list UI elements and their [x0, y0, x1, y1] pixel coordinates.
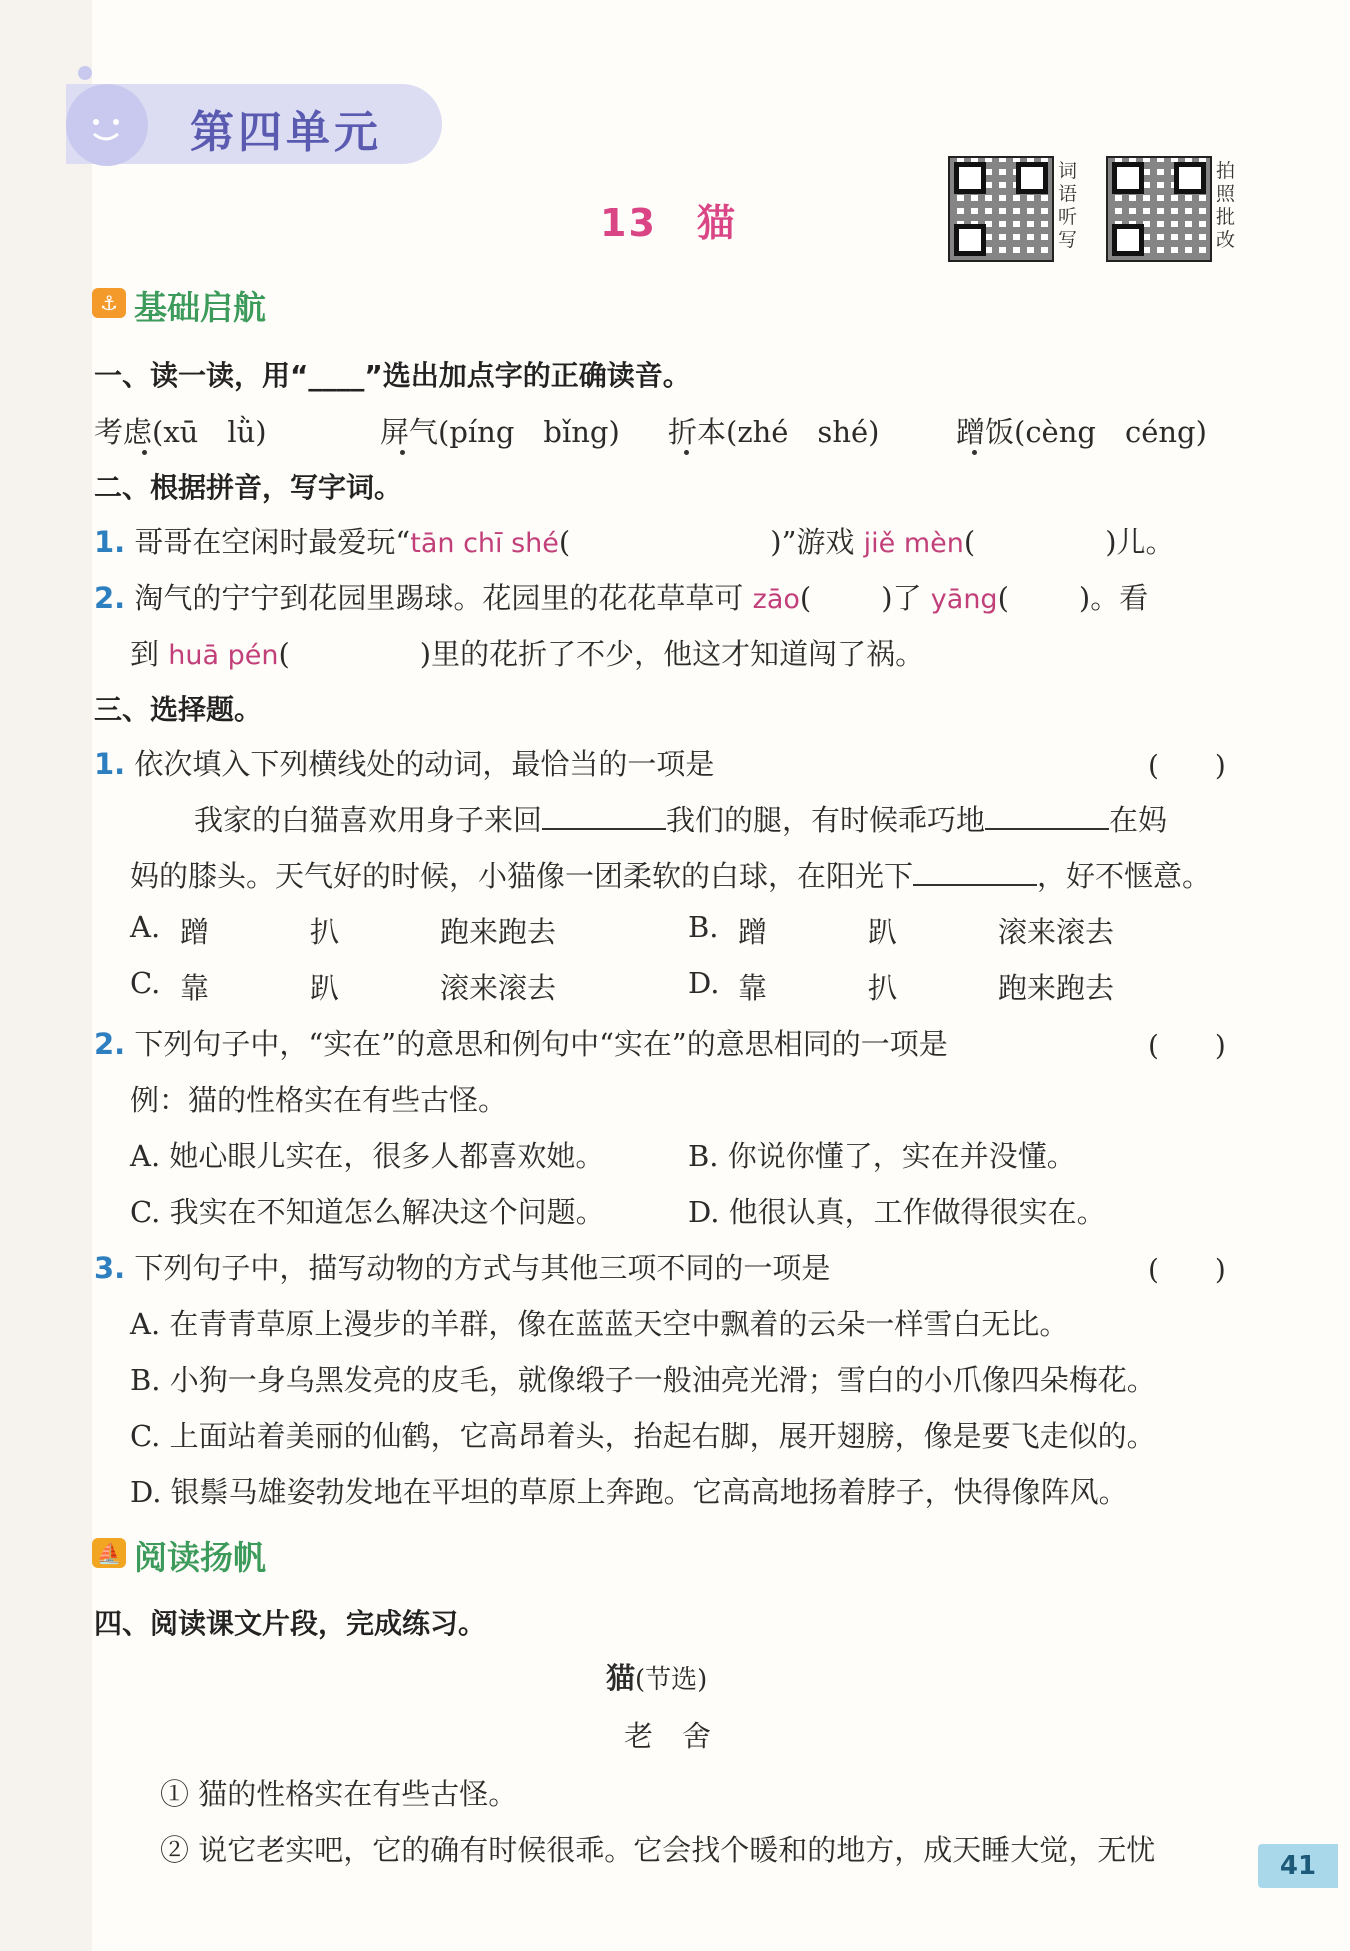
answer-paren[interactable]: ( ): [1148, 1253, 1226, 1286]
unit-decor-circle: [66, 84, 148, 166]
section-reading-heading: 阅读扬帆: [134, 1538, 266, 1577]
q3-num-1: 1.: [94, 747, 126, 781]
qr-label-grading: 拍照批改: [1216, 160, 1236, 251]
q3-1-passage-1: [194, 798, 1167, 839]
answer-paren[interactable]: ( ): [1148, 749, 1226, 782]
q2-text: 儿。: [1116, 525, 1175, 559]
qr-label-dictation: 词语听写: [1058, 160, 1078, 251]
q3-3-option-b[interactable]: B. 小狗一身乌黑发亮的皮毛，就像缎子一般油亮光滑；雪白的小爪像四朵梅花。: [130, 1363, 1156, 1397]
q3-1-stem: [94, 742, 714, 783]
q3-1-option-c[interactable]: C. 靠 趴 滚来滚去: [130, 966, 557, 1005]
passage-author: 老 舍: [624, 1719, 712, 1753]
pinyin: jiě mèn: [863, 528, 964, 559]
q4-heading: 四、阅读课文片段，完成练习。: [94, 1607, 487, 1640]
answer-blank[interactable]: [985, 828, 1109, 830]
q2-heading: 二、根据拼音，写字词。: [94, 471, 403, 504]
q2-num-2: 2.: [94, 581, 126, 615]
q3-1-passage-2: [130, 854, 1211, 895]
unit-title: 第四单元: [190, 107, 382, 158]
passage-text: 妈的膝头。天气好的时候，小猫像一团柔软的白球，在阳光下: [130, 859, 914, 893]
q2-text: ”游戏: [781, 525, 855, 559]
q2-text: 到: [130, 637, 160, 671]
q2-text: 哥哥在空闲时最爱玩“: [134, 525, 411, 559]
passage-title-note: (节选): [635, 1665, 708, 1695]
q3-3-option-c[interactable]: C. 上面站着美丽的仙鹤，它高昂着头，抬起右脚，展开翅膀，像是要飞走似的。: [130, 1419, 1156, 1453]
passage-title: [606, 1656, 707, 1697]
q1-item-4[interactable]: 蹭饭(cèng céng): [956, 415, 1207, 449]
decor-dot: [78, 66, 92, 80]
emphasis-dot: [142, 450, 147, 455]
q3-1-option-a[interactable]: A. 蹭 扒 跑来跑去: [130, 910, 557, 949]
q2-text: 淘气的宁宁到花园里踢球。花园里的花花草草可: [134, 581, 744, 615]
emphasis-dot: [972, 450, 977, 455]
answer-paren[interactable]: ( ): [1148, 1029, 1226, 1062]
q1-item-2[interactable]: 屏气(píng bǐng): [380, 415, 620, 449]
q3-2-example: 例：猫的性格实在有些古怪。: [130, 1083, 508, 1117]
pinyin: zāo: [752, 584, 800, 615]
pinyin: huā pén: [168, 640, 279, 671]
passage-text: ，好不惬意。: [1037, 859, 1212, 893]
q3-2-option-a[interactable]: A. 她心眼儿实在，很多人都喜欢她。: [130, 1139, 605, 1173]
q3-num-2: 2.: [94, 1027, 126, 1061]
q3-heading: 三、选择题。: [94, 693, 263, 726]
answer-blank[interactable]: [542, 828, 666, 830]
q3-2-option-c[interactable]: C. 我实在不知道怎么解决这个问题。: [130, 1195, 605, 1229]
q2-line-2: 2. 淘气的宁宁到花园里踢球。花园里的花花草草可 zāo( )了 yāng( )。看: [94, 581, 1149, 615]
q3-3-option-a[interactable]: A. 在青青草原上漫步的羊群，像在蓝蓝天空中飘着的云朵一样雪白无比。: [130, 1307, 1069, 1341]
q3-1-option-b[interactable]: B. 蹭 趴 滚来滚去: [688, 910, 1115, 949]
q3-2-stem-text: 下列句子中，“实在”的意思和例句中“实在”的意思相同的一项是: [134, 1027, 948, 1061]
passage-text: 在妈: [1109, 803, 1168, 837]
q3-1-option-d[interactable]: D. 靠 扒 跑来跑去: [688, 966, 1115, 1005]
q2-text: 了: [892, 581, 922, 615]
q1-item-1[interactable]: 考虑(xū lǜ): [94, 415, 267, 449]
passage-paragraph-2: ② 说它老实吧，它的确有时候很乖。它会找个暖和的地方，成天睡大觉，无忧: [160, 1833, 1156, 1867]
passage-title-text: 猫: [606, 1661, 636, 1695]
q1-item-3[interactable]: 折本(zhé shé): [668, 415, 880, 449]
sail-icon: ⛵: [92, 1538, 126, 1568]
section-basic-heading: 基础启航: [134, 288, 266, 327]
page-spine: [0, 0, 92, 1951]
qr-code-dictation[interactable]: [948, 156, 1054, 262]
q2-text: 。看: [1090, 581, 1149, 615]
passage-text: 我们的腿，有时候乖巧地: [666, 803, 986, 837]
q3-2-stem: [94, 1022, 948, 1063]
emphasis-dot: [684, 450, 689, 455]
q3-num-3: 3.: [94, 1251, 126, 1285]
q2-num-1: 1.: [94, 525, 126, 559]
q2-line-1: 1. 哥哥在空闲时最爱玩“tān chī shé( )”游戏 jiě mèn( )儿。: [94, 525, 1175, 559]
emphasis-dot: [400, 450, 405, 455]
q3-1-stem-text: 依次填入下列横线处的动词，最恰当的一项是: [134, 747, 715, 781]
passage-paragraph-1: ① 猫的性格实在有些古怪。: [160, 1777, 518, 1811]
q2-line-3: 到 huā pén( )里的花折了不少，他这才知道闯了祸。: [130, 637, 925, 671]
passage-text: 我家的白猫喜欢用身子来回: [194, 803, 543, 837]
lesson-title: 13 猫: [600, 201, 737, 245]
pinyin: tān chī shé: [410, 528, 559, 559]
q3-3-stem: [94, 1246, 830, 1287]
q3-2-option-b[interactable]: B. 你说你懂了，实在并没懂。: [688, 1139, 1076, 1173]
answer-blank[interactable]: [913, 884, 1037, 886]
q1-heading: 一、读一读，用“____”选出加点字的正确读音。: [94, 359, 691, 392]
smile-icon: [66, 84, 148, 166]
q3-2-option-d[interactable]: D. 他很认真，工作做得很实在。: [688, 1195, 1106, 1229]
pinyin: yāng: [930, 584, 998, 615]
qr-code-grading[interactable]: [1106, 156, 1212, 262]
q2-text: 里的花折了不少，他这才知道闯了祸。: [431, 637, 925, 671]
q3-3-option-d[interactable]: D. 银鬃马雄姿勃发地在平坦的草原上奔跑。它高高地扬着脖子，快得像阵风。: [130, 1475, 1128, 1509]
page-number: 41: [1258, 1844, 1338, 1888]
q3-3-stem-text: 下列句子中，描写动物的方式与其他三项不同的一项是: [134, 1251, 831, 1285]
anchor-icon: ⚓: [92, 288, 126, 318]
